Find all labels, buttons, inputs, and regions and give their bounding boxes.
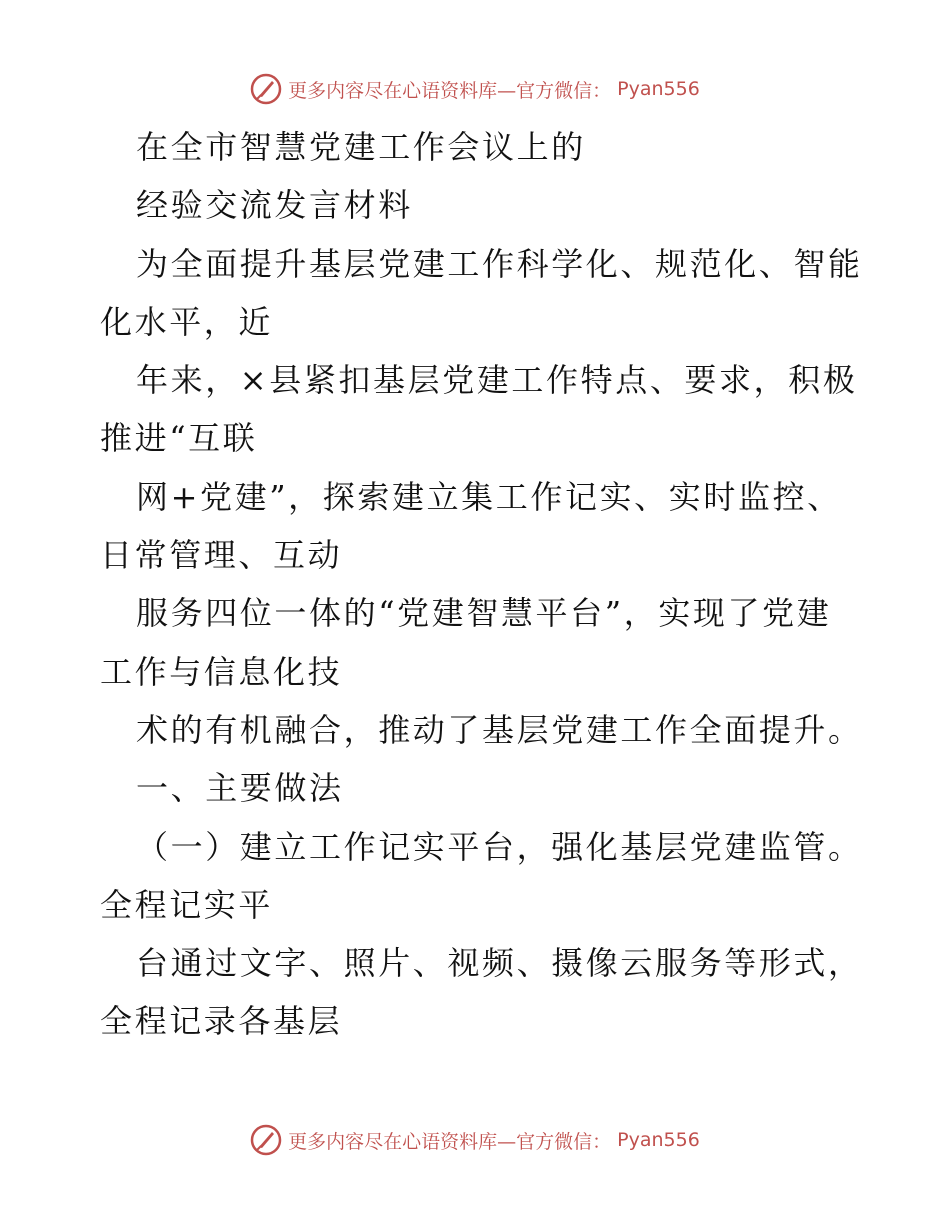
quill-logo-icon bbox=[250, 73, 282, 105]
paragraph-line: 术的有机融合，推动了基层党建工作全面提升。 bbox=[136, 710, 863, 749]
document-body bbox=[100, 118, 863, 1051]
paragraph-line: 日常管理、互动 bbox=[100, 536, 343, 575]
paragraph-line: 年来，×县紧扣基层党建工作特点、要求，积极 bbox=[136, 361, 858, 400]
paragraph-line: 服务四位一体的“党建智慧平台”，实现了党建 bbox=[136, 594, 832, 633]
watermark-wechat-id: Pyan556 bbox=[617, 78, 700, 100]
paragraph-line: 推进“互联 bbox=[100, 419, 258, 458]
paragraph-line: 全程记录各基层 bbox=[100, 1002, 343, 1041]
subsection-heading: （一）建立工作记实平台，强化基层党建监管。 bbox=[136, 827, 863, 866]
header-watermark bbox=[0, 73, 950, 105]
footer-watermark bbox=[0, 1124, 950, 1156]
doc-title-line-2: 经验交流发言材料 bbox=[136, 186, 413, 225]
paragraph-line: 工作与信息化技 bbox=[100, 652, 343, 691]
paragraph-line: 化水平，近 bbox=[100, 302, 274, 341]
paragraph-line: 全程记实平 bbox=[100, 885, 274, 924]
watermark-text: 更多内容尽在心语资料库—官方微信： bbox=[288, 1130, 612, 1153]
paragraph-line: 台通过文字、照片、视频、摄像云服务等形式， bbox=[136, 944, 863, 983]
watermark-text: 更多内容尽在心语资料库—官方微信： bbox=[288, 79, 612, 102]
section-heading: 一、主要做法 bbox=[136, 769, 344, 808]
quill-logo-icon bbox=[250, 1124, 282, 1156]
paragraph-line: 为全面提升基层党建工作科学化、规范化、智能 bbox=[136, 244, 863, 283]
paragraph-line: 网+党建”，探索建立集工作记实、实时监控、 bbox=[136, 477, 842, 516]
doc-title-line-1: 在全市智慧党建工作会议上的 bbox=[136, 128, 586, 166]
watermark-wechat-id: Pyan556 bbox=[617, 1129, 700, 1151]
